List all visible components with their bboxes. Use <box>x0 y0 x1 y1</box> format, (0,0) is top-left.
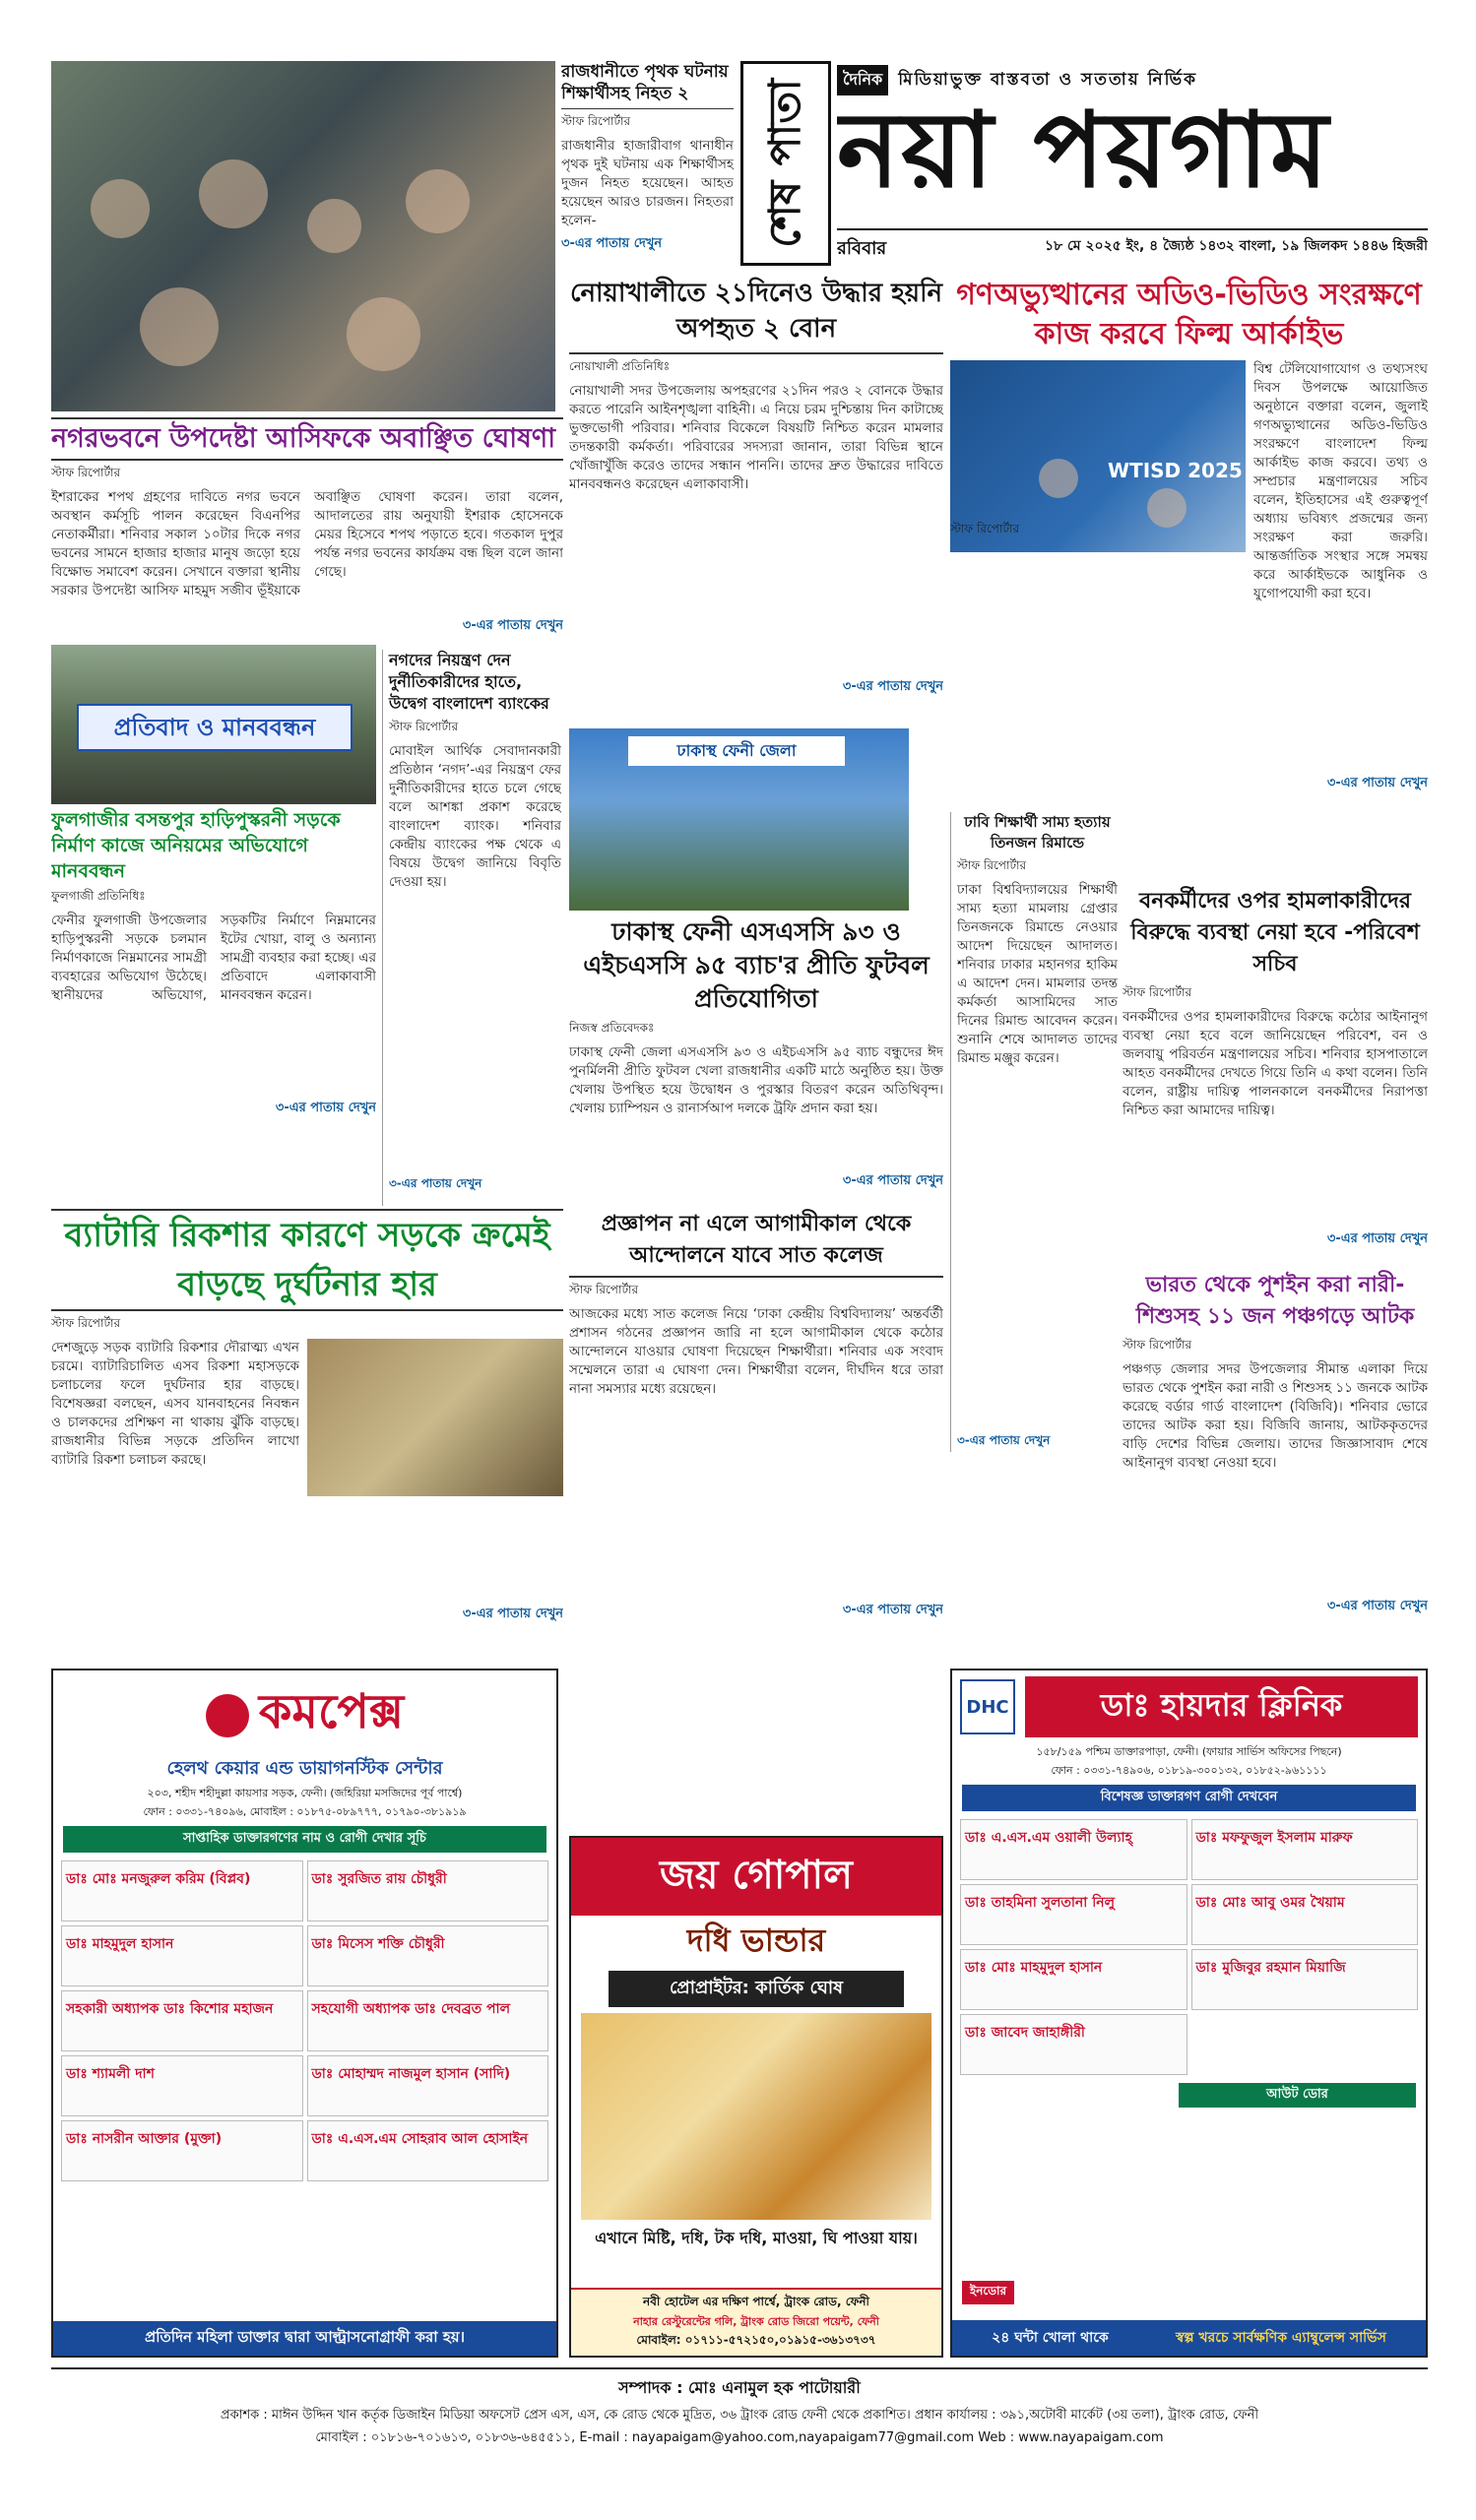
s11-body: পঞ্চগড় জেলার সদর উপজেলার সীমান্ত এলাকা দিয়ে ভারত থেকে পুশইন করা নারী ও শিশুসহ ১১ জনকে আটক করেছে বর্ডার গার্ড বাংলাদেশ (বিজিবি)। শনিবার ভোরে তাদের আটক করা হয়। বিজিবি জানায়, আটককৃতদের বাড়ি দেশের বিভিন্ন জেলায়। তাদের জিজ্ঞাসাবাদ শেষে আইনানুগ ব্যবস্থা নেওয়া হবে। <box>1123 1361 1428 1471</box>
s4-headline: নোয়াখালীতে ২১দিনেও উদ্ধার হয়নি অপহৃত ২ বোন <box>569 276 943 354</box>
s7-headline: ঢাবি শিক্ষার্থী সাম্য হত্যায় তিনজন রিমান্ডে <box>964 813 1111 851</box>
haydar-doctor-card <box>1191 1884 1419 1945</box>
story-panchagarh <box>1123 1270 1428 1654</box>
story-seven-college <box>569 1209 943 1662</box>
s4-body: নোয়াখালী সদর উপজেলায় অপহরণের ২১দিন পরও ২ বোনকে উদ্ধার করতে পারেনি আইনশৃঙ্খলা বাহিনী। এ নিয়ে চরম দুশ্চিন্তায় দিন কাটাচ্ছে ভুক্তভোগী পরিবার। শনিবার বিকেলে বিষয়টি নিশ্চিত করেন মামলার তদন্তকারী কর্মকর্তা। পরিবারের সদস্যরা জানান, তারা বিভিন্ন স্থানে খোঁজাখুঁজি করেও তাদের সন্ধান পাননি। তাদের দ্রুত উদ্ধারের দাবিতে মানববন্ধনও করেছেন এলাকাবাসী। <box>569 383 943 492</box>
compex-logo-icon <box>206 1694 249 1737</box>
story-asif <box>51 417 563 639</box>
haydar-logo-icon: DHC <box>960 1679 1015 1734</box>
imprint-publisher: প্রকাশক : মাঈন উদ্দিন খান কর্তৃক ডিজাইন মিডিয়া অফসেট প্রেস এস, এস, কে রোড থেকে মুদ্রিত, ৩৬ ট্রাংক রোড ফেনী থেকে প্রকাশিত। প্রধান কার্যালয় : ৩৯১,অটোবী মার্কেট (৩য় তলা), ট্রাংক রোড, ফেনী <box>220 2408 1259 2423</box>
joy-gopal-sub: দধি ভান্ডার <box>686 1922 826 1959</box>
s4-continue: ৩-এর পাতায় দেখুন <box>842 679 943 694</box>
compex-doctor-name: সহকারী অধ্যাপক ডাঃ কিশোর মহাজন <box>66 2001 274 2017</box>
imprint <box>51 2367 1428 2456</box>
masthead-title: নয়া পয়গাম <box>837 88 1330 211</box>
story-film-archive <box>950 276 1428 807</box>
ad-compex <box>51 1669 558 2358</box>
s8-reporter: স্টাফ রিপোর্টার <box>1123 985 1192 999</box>
haydar-address: ১৫৮/১৫৯ পশ্চিম ডাক্তারপাড়া, ফেনী। (ফায়ার সার্ভিস অফিসের পিছনে) <box>1036 1745 1342 1758</box>
joy-gopal-address2: নাহার রেস্টুরেন্টের গলি, ট্রাংক রোড জিরো পয়েন্ট, ফেনী <box>633 2315 879 2328</box>
s3-reporter: স্টাফ রিপোর্টার <box>389 720 459 733</box>
compex-doctor-list <box>53 1857 556 2185</box>
compex-doctor-card <box>61 1990 303 2051</box>
s9-headline: ব্যাটারি রিকশার কারণে সড়কে ক্রমেই বাড়ছে দুর্ঘটনার হার <box>51 1209 563 1311</box>
s6-reporter: নিজস্ব প্রতিবেদকঃ <box>569 1021 655 1035</box>
s1-headline: নগরভবনে উপদেষ্টা আসিফকে অবাঞ্ছিত ঘোষণা <box>51 417 563 461</box>
s9-reporter: স্টাফ রিপোর্টার <box>51 1316 121 1330</box>
masthead <box>837 61 1428 266</box>
compex-doctor-name: সহযোগী অধ্যাপক ডাঃ দেবব্রত পাল <box>311 2001 511 2017</box>
s4-reporter: নোয়াখালী প্রতিনিধিঃ <box>569 359 671 373</box>
compex-doctor-name: ডাঃ মোহাম্মদ নাজমুল হাসান (সাদি) <box>311 2066 511 2082</box>
s6-body: ঢাকাস্থ ফেনী জেলা এসএসসি ৯৩ ও এইচএসসি ৯৫ ব্যাচ বন্ধুদের ঈদ পুনর্মিলনী প্রীতি ফুটবল খেলা রাজধানীর একটি মাঠে অনুষ্ঠিত হয়। উক্ত খেলায় উপস্থিত হয়ে উদ্বোধন ও পুরস্কার বিতরণ করেন অতিথিবৃন্দ। খেলায় চ্যাম্পিয়ন ও রানার্সআপ দলকে ট্রফি প্রদান করা হয়। <box>569 1044 943 1116</box>
compex-subtitle: হেলথ কেয়ার এন্ড ডায়াগনস্টিক সেন্টার <box>166 1758 443 1779</box>
s8-continue: ৩-এর পাতায় দেখুন <box>1326 1231 1428 1246</box>
haydar-doctor-card <box>1191 1819 1419 1880</box>
haydar-doctor-card <box>960 1949 1187 2010</box>
film-archive-screen: WTISD 2025 <box>1108 459 1243 482</box>
s1-body: ইশরাকের শপথ গ্রহণের দাবিতে নগর ভবনে অবস্থান কর্মসূচি পালন করেছেন বিএনপির নেতাকর্মীরা। শনিবার সকাল ১০টার দিকে নগর ভবনের সামনে হাজার হাজার মানুষ জড়ো হয়ে বিক্ষোভ সমাবেশ করেন। সেখানে বক্তারা স্থানীয় সরকার উপদেষ্টা আসিফ মাহমুদ সজীব ভূঁইয়াকে অবাঞ্ছিত ঘোষণা করেন। তারা বলেন, আদালতের রায় অনুযায়ী ইশরাক হোসেনকে মেয়র হিসেবে শপথ পড়াতে হবে। গতকাল দুপুর পর্যন্ত নগর ভবনের কার্যক্রম বন্ধ ছিল বলে জানা গেছে। <box>51 489 563 598</box>
haydar-footer1: ২৪ ঘন্টা খোলা থাকে <box>992 2330 1109 2346</box>
story-human-chain <box>51 807 376 1206</box>
s9-continue: ৩-এর পাতায় দেখুন <box>462 1606 563 1621</box>
haydar-doctor-card <box>960 1819 1187 1880</box>
story-dhabi <box>950 812 1118 1452</box>
s5-reporter: স্টাফ রিপোর্টার <box>950 522 1020 536</box>
compex-doctor-card <box>307 2120 549 2181</box>
compex-doctor-card <box>307 1925 549 1986</box>
shesh-pata-box <box>740 61 831 266</box>
compex-doctor-card <box>61 2055 303 2116</box>
compex-doctor-card <box>61 1925 303 1986</box>
joy-gopal-address: নবী হোটেল এর দক্ষিণ পার্শ্বে, ট্রাংক রোড, ফেনী <box>643 2295 869 2308</box>
rickshaw-photo <box>307 1339 563 1496</box>
s2-body: ফেনীর ফুলগাজী উপজেলার হাড়িপুস্করনী সড়কে চলমান নির্মাণকাজে নিম্নমানের সামগ্রী ব্যবহারের অভিযোগ উঠেছে। স্থানীয়দের অভিযোগ, সড়কটির নির্মাণে নিম্নমানের ইটের খোয়া, বালু ও অন্যান্য সামগ্রী ব্যবহার করা হচ্ছে। এর প্রতিবাদে এলাকাবাসী মানববন্ধন করেন। <box>51 913 376 1003</box>
compex-address: ২০৩, শহীদ শহীদুল্লা কায়সার সড়ক, ফেনী। (জহিরিয়া মসজিদের পূর্ব পার্শ্বে) <box>147 1787 463 1799</box>
s10-headline: প্রজ্ঞাপন না এলে আগামীকাল থেকে আন্দোলনে যাবে সাত কলেজ <box>569 1209 943 1278</box>
sweets-photo <box>581 2013 931 2220</box>
compex-doctor-card <box>307 1860 549 1922</box>
s7-continue: ৩-এর পাতায় দেখুন <box>957 1433 1051 1447</box>
shesh-pata-label: শেষ পাতা <box>759 79 810 248</box>
compex-doctor-name: ডাঃ মিসেস শক্তি চৌধুরী <box>311 1936 445 1952</box>
brief-body: রাজধানীর হাজারীবাগ থানাধীন পৃথক দুই ঘটনায় এক শিক্ষার্থীসহ দুজন নিহত হয়েছেন। আহত হয়েছেন আরও চারজন। নিহতরা হলেন- <box>561 138 734 228</box>
story-battery-rickshaw <box>51 1209 563 1662</box>
ad-haydar-clinic <box>950 1669 1428 2358</box>
s5-continue: ৩-এর পাতায় দেখুন <box>1326 776 1428 790</box>
s5-headline: গণঅভ্যুত্থানের অডিও-ভিডিও সংরক্ষণে কাজ করবে ফিল্ম আর্কাইভ <box>956 278 1422 351</box>
compex-doctor-name: ডাঃ মাহমুদুল হাসান <box>66 1936 174 1952</box>
haydar-doctor-name: ডাঃ জাবেদ জাহাঙ্গীরী <box>965 2025 1085 2041</box>
compex-footer: প্রতিদিন মহিলা ডাক্তার দ্বারা আল্ট্রাসনোগ্রাফী করা হয়। <box>53 2321 556 2356</box>
haydar-brand: ডাঃ হায়দার ক্লিনিক <box>1025 1676 1418 1737</box>
compex-list-title: সাপ্তাহিক ডাক্তারগণের নাম ও রোগী দেখার সূচি <box>63 1826 546 1853</box>
haydar-doctor-name: ডাঃ মফফুজুল ইসলাম মারুফ <box>1195 1830 1353 1846</box>
s2-continue: ৩-এর পাতায় দেখুন <box>275 1101 376 1115</box>
haydar-doctor-card <box>1191 1949 1419 2010</box>
joy-gopal-owner: প্রোপ্রাইটর: কার্তিক ঘোষ <box>609 1971 905 2007</box>
s8-body: বনকর্মীদের ওপর হামলাকারীদের বিরুদ্ধে কঠোর আইনানুগ ব্যবস্থা নেয়া হবে বলে জানিয়েছেন পরিবেশ, বন ও জলবায়ু পরিবর্তন মন্ত্রণালয়ের সচিব। শনিবার হাসপাতালে আহত বনকর্মীদের দেখতে গিয়ে তিনি এ কথা বলেন। তিনি বলেন, রাষ্ট্রীয় দায়িত্ব পালনকালে বনকর্মীদের নিরাপত্তা নিশ্চিত করা আমাদের দায়িত্ব। <box>1123 1009 1428 1118</box>
s3-body: মোবাইল আর্থিক সেবাদানকারী প্রতিষ্ঠান ‘নগদ’-এর নিয়ন্ত্রণ ফের দুর্নীতিকারীদের হাতে চলে গেছে বলে আশঙ্কা প্রকাশ করেছে বাংলাদেশ ব্যাংক। শনিবার কেন্দ্রীয় ব্যাংকের পক্ষ থেকে এ বিষয়ে উদ্বেগ জানিয়ে বিবৃতি দেওয়া হয়। <box>389 743 561 890</box>
s10-reporter: স্টাফ রিপোর্টার <box>569 1283 639 1296</box>
haydar-doctor-name: ডাঃ মোঃ মাহমুদুল হাসান <box>965 1960 1103 1976</box>
s11-reporter: স্টাফ রিপোর্টার <box>1123 1338 1192 1352</box>
brief-continue: ৩-এর পাতায় দেখুন <box>561 236 663 251</box>
compex-doctor-card <box>61 2120 303 2181</box>
human-chain-photo <box>51 645 376 804</box>
compex-doctor-name: ডাঃ এ.এস.এম সোহরাব আল হোসাইন <box>311 2131 529 2147</box>
compex-doctor-name: ডাঃ নাসরীন আক্তার (মুক্তা) <box>66 2131 223 2147</box>
s3-continue: ৩-এর পাতায় দেখুন <box>389 1176 482 1190</box>
story-football <box>569 915 943 1201</box>
s1-reporter: স্টাফ রিপোর্টার <box>51 466 121 479</box>
masthead-date: ১৮ মে ২০২৫ ইং, ৪ জ্যৈষ্ঠ ১৪৩২ বাংলা, ১৯ জিলকদ ১৪৪৬ হিজরী <box>1045 238 1428 254</box>
s8-headline: বনকর্মীদের ওপর হামলাকারীদের বিরুদ্ধে ব্যবস্থা নেয়া হবে -পরিবেশ সচিব <box>1130 889 1420 976</box>
s11-continue: ৩-এর পাতায় দেখুন <box>1326 1599 1428 1613</box>
brief-headline: রাজধানীতে পৃথক ঘটনায় শিক্ষার্থীসহ নিহত ২ <box>561 61 734 109</box>
joy-gopal-mobile: মোবাইল: ০১৭১১-৫৭২১৫০,০১৯১৫-৩৬১৩৭৩৭ <box>636 2333 876 2347</box>
football-photo <box>569 728 909 911</box>
compex-phone: ফোন : ০৩৩১-৭৪০৯৬, মোবাইল : ০১৮৭৫-০৮৯৭৭৭, ০১৭৯০-৩৮১৯১৯ <box>143 1805 467 1818</box>
compex-doctor-card <box>307 1990 549 2051</box>
brief-reporter: স্টাফ রিপোর্টার <box>561 114 631 128</box>
joy-gopal-brand: জয় গোপাল <box>571 1838 941 1916</box>
masthead-tagline: মিডিয়াভুক্ত বাস্তবতা ও সততায় নির্ভিক <box>898 69 1198 90</box>
joy-gopal-tagline: এখানে মিষ্টি, দধি, টক দধি, মাওয়া, ঘি পাওয়া যায়। <box>595 2229 918 2247</box>
s2-banner: প্রতিবাদ ও মানববন্ধন <box>77 704 353 751</box>
haydar-outdoor: আউট ডোর <box>1179 2083 1416 2108</box>
haydar-doctor-name: ডাঃ মুজিবুর রহমান মিয়াজি <box>1195 1960 1346 1976</box>
s10-continue: ৩-এর পাতায় দেখুন <box>842 1603 943 1617</box>
imprint-editor: সম্পাদক : মোঃ এনামুল হক পাটোয়ারী <box>618 2378 861 2397</box>
compex-doctor-name: ডাঃ শ্যামলী দাশ <box>66 2066 155 2082</box>
masthead-day: রবিবার <box>837 238 887 259</box>
compex-doctor-card <box>61 1860 303 1922</box>
story-nagad <box>382 650 561 1206</box>
story-forest <box>1123 886 1428 1260</box>
s7-reporter: স্টাফ রিপোর্টার <box>957 858 1027 872</box>
s11-headline: ভারত থেকে পুশইন করা নারী-শিশুসহ ১১ জন পঞ্চগড়ে আটক <box>1135 1273 1415 1329</box>
s6-continue: ৩-এর পাতায় দেখুন <box>842 1173 943 1188</box>
haydar-doctor-name: ডাঃ এ.এস.এম ওয়ালী উল্যাহ্ <box>965 1830 1132 1846</box>
s6-headline: ঢাকাস্থ ফেনী এসএসসি ৯৩ ও এইচএসসি ৯৫ ব্যাচ'র প্রীতি ফুটবল প্রতিযোগিতা <box>583 917 930 1013</box>
haydar-doctor-name: ডাঃ তাহমিনা সুলতানা নিলু <box>965 1895 1116 1911</box>
haydar-doctor-list <box>952 1815 1426 2079</box>
compex-brand: কমপেক্স <box>258 1684 405 1739</box>
compex-doctor-name: ডাঃ মোঃ মনজুরুল করিম (বিপ্লব) <box>66 1871 251 1887</box>
s7-body: ঢাকা বিশ্ববিদ্যালয়ের শিক্ষার্থী সাম্য হত্যা মামলায় গ্রেপ্তার তিনজনকে রিমান্ডে নেওয়ার আদেশ দিয়েছেন আদালত। শনিবার ঢাকার মহানগর হাকিম এ আদেশ দেন। মামলার তদন্ত কর্মকর্তা আসামিদের সাত দিনের রিমান্ড আবেদন করেন। শুনানি শেষে আদালত তাদের রিমান্ড মঞ্জুর করেন। <box>957 882 1118 1066</box>
haydar-phone: ফোন : ০৩৩১-৭৪৯০৬, ০১৮১৯-৩০০১৩২, ০১৮৫২-৯৬১১১১ <box>1051 1764 1327 1777</box>
s2-headline: ফুলগাজীর বসন্তপুর হাড়িপুস্করনী সড়কে নির্মাণ কাজে অনিয়মের অভিযোগে মানববন্ধন <box>51 809 341 882</box>
s1-continue: ৩-এর পাতায় দেখুন <box>462 618 563 633</box>
haydar-doctor-card <box>960 2014 1187 2075</box>
s5-body: বিশ্ব টেলিযোগাযোগ ও তথ্যসংঘ দিবস উপলক্ষে আয়োজিত অনুষ্ঠানে বক্তারা বলেন, জুলাই গণঅভ্যুত্থানের অডিও-ভিডিও সংরক্ষণে বাংলাদেশ ফিল্ম আর্কাইভ কাজ করবে। তথ্য ও সম্প্রচার মন্ত্রণালয়ের সচিব বলেন, ইতিহাসের এই গুরুত্বপূর্ণ অধ্যায় ভবিষ্যৎ প্রজন্মের জন্য সংরক্ষণ করা জরুরি। আন্তর্জাতিক সংস্থার সঙ্গে সমন্বয় করে আর্কাইভকে আধুনিক ও যুগোপযোগী করা হবে। <box>1253 361 1428 601</box>
s6-banner: ঢাকাস্থ ফেনী জেলা <box>628 736 845 766</box>
haydar-indoor: ইনডোর <box>962 2281 1014 2304</box>
imprint-contact: মোবাইল : ০১৮১৬-৭০১৬১৩, ০১৮৩৬-৬৪৫৫১১, E-mail : nayapaigam@yahoo.com,nayapaigam77@gmail.com Web : www.nayapaigam.com <box>315 2430 1164 2445</box>
protest-photo <box>51 61 555 411</box>
story-noakhali <box>569 276 943 709</box>
haydar-doctor-name: ডাঃ মোঃ আবু ওমর খৈয়াম <box>1195 1895 1345 1911</box>
ad-joy-gopal <box>569 1836 943 2358</box>
haydar-section: বিশেষজ্ঞ ডাক্তারগণ রোগী দেখবেন <box>962 1785 1416 1811</box>
s9-body: দেশজুড়ে সড়ক ব্যাটারি রিকশার দৌরাত্ম্য এখন চরমে। ব্যাটারিচালিত এসব রিকশা মহাসড়কে চলাচলের ফলে দুর্ঘটনার হার বাড়ছে। বিশেষজ্ঞরা বলছেন, এসব যানবাহনের নিবন্ধন ও চালকদের প্রশিক্ষণ না থাকায় ঝুঁকি বাড়ছে। রাজধানীর বিভিন্ন সড়কে প্রতিদিন লাখো ব্যাটারি রিকশা চলাচল করছে। <box>51 1340 299 1468</box>
s10-body: আজকের মধ্যে সাত কলেজ নিয়ে ‘ঢাকা কেন্দ্রীয় বিশ্ববিদ্যালয়’ অন্তর্বর্তী প্রশাসন গঠনের প্রজ্ঞাপন জারি না হলে আগামীকাল থেকে কঠোর আন্দোলনে যাওয়ার ঘোষণা দিয়েছেন শিক্ষার্থীরা। শনিবার এক সংবাদ সম্মেলনে তারা এ ঘোষণা দেন। শিক্ষার্থীরা বলেন, দীর্ঘদিন ধরে তারা নানা সমস্যার মধ্যে রয়েছেন। <box>569 1306 943 1397</box>
s3-headline: নগদের নিয়ন্ত্রণ দেন দুর্নীতিকারীদের হাতে, উদ্বেগ বাংলাদেশ ব্যাংকের <box>389 651 549 713</box>
haydar-doctor-card <box>960 1884 1187 1945</box>
compex-doctor-card <box>307 2055 549 2116</box>
s2-reporter: ফুলগাজী প্রতিনিধিঃ <box>51 889 146 903</box>
compex-doctor-name: ডাঃ সুরজিত রায় চৌধুরী <box>311 1871 447 1887</box>
masthead-daily: দৈনিক <box>837 65 888 95</box>
haydar-footer2: স্বল্প খরচে সার্বক্ষণিক এ্যাম্বুলেন্স সার্ভিস <box>1175 2330 1386 2346</box>
